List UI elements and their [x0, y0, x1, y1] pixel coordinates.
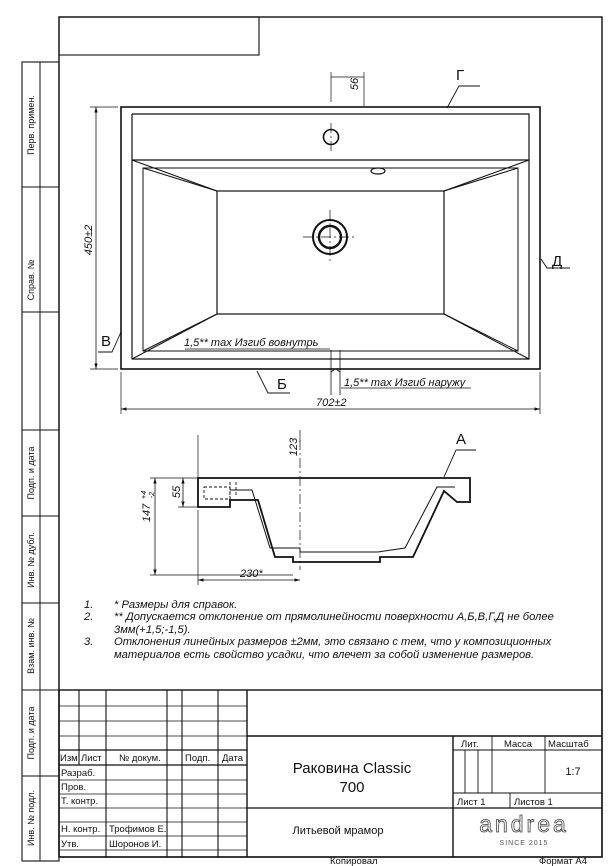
- dim-123: 123: [288, 437, 300, 457]
- side-view: [150, 430, 476, 585]
- tb-head-izm: Изм.: [60, 753, 81, 764]
- tb-name-nkontr: Трофимов Е.: [109, 824, 167, 835]
- note-2-num: 2.: [84, 611, 94, 624]
- sink-profile: [198, 478, 470, 562]
- tb-scale-label: Масштаб: [548, 739, 589, 750]
- margin-labels: [26, 95, 36, 846]
- logo-andrea: andrea: [479, 811, 569, 837]
- tb-material: Литьевой мрамор: [292, 825, 384, 837]
- tb-scale-value: 1:7: [565, 766, 581, 778]
- side-view-labels: [139, 431, 466, 580]
- note-2-text: ** Допускается отклонение от прямолинейности поверхности А,Б,В,Г,Д не более 3мм(+1,5;-1,5).: [114, 611, 554, 636]
- tb-head-date: Дата: [222, 753, 244, 764]
- dim-230: 230*: [240, 568, 263, 580]
- notes-block: [84, 599, 584, 661]
- tb-sheets: Листов 1: [514, 797, 553, 808]
- margin-label-perv-primen: Перв. примен.: [26, 95, 36, 155]
- note-3-text: Отклонения линейных размеров ±2мм, это связано с тем, что у композиционных материалов есть свойство усадки, что влечет за собой изменение размеров.: [114, 636, 552, 661]
- note-1-text: * Размеры для справок.: [114, 599, 238, 611]
- dim-height-tol-top: +4: [139, 490, 148, 500]
- tb-head-doc: № докум.: [119, 753, 161, 764]
- tb-mass: Масса: [504, 739, 533, 750]
- note-3-num: 3.: [84, 636, 94, 649]
- top-view-outer: [121, 107, 540, 369]
- tb-role-utv: Утв.: [61, 839, 80, 850]
- footer-format: Формат А4: [539, 856, 588, 866]
- margin-label-podp-data-2: Подп. и дата: [26, 706, 36, 760]
- margin-label-vzam-inv: Взам. инв. №: [26, 618, 36, 674]
- dim-height-tol-bottom: -2: [147, 491, 156, 499]
- tb-role-razrab: Разраб.: [61, 768, 96, 779]
- note-1-num: 1.: [84, 599, 94, 611]
- note-bend-inward: 1,5** max Изгиб вовнутрь: [184, 337, 319, 349]
- footer-copied: Копировал: [330, 856, 378, 866]
- tb-name-utv: Шоронов И.: [109, 839, 162, 850]
- note-1: [84, 599, 584, 611]
- marker-g: Г: [456, 67, 465, 84]
- margin-label-inv-dubl: Инв. № дубл.: [26, 532, 36, 588]
- marker-d: Д: [552, 253, 563, 270]
- tb-title-line2: 700: [339, 779, 365, 796]
- tb-role-nkontr: Н. контр.: [61, 824, 101, 835]
- marker-b: Б: [277, 376, 287, 393]
- marker-a: А: [456, 431, 467, 448]
- tb-role-tkontr: Т. контр.: [61, 796, 99, 807]
- top-view-labels: [83, 67, 562, 409]
- note-3: [84, 636, 584, 661]
- dim-height-147: 147: [141, 503, 153, 523]
- margin-label-sprav: Справ. №: [26, 259, 36, 301]
- note-bend-outward: 1,5** max Изгиб наружу: [344, 377, 466, 389]
- margin-label-podp-data-1: Подп. и дата: [26, 446, 36, 500]
- note-2: [84, 611, 584, 636]
- dim-55: 55: [171, 485, 183, 499]
- dim-width-702: 702±2: [316, 397, 347, 409]
- tb-head-list: Лист: [81, 753, 102, 764]
- tb-title-line1: Раковина Classic: [292, 760, 412, 777]
- top-view: [90, 72, 570, 414]
- tb-role-prov: Пров.: [61, 782, 87, 793]
- logo-since: SINCE 2015: [499, 840, 549, 847]
- marker-v: В: [101, 333, 112, 350]
- tb-lit: Лит.: [461, 739, 479, 750]
- tb-head-podp: Подп.: [185, 753, 211, 764]
- dim-depth-450: 450±2: [83, 224, 95, 256]
- margin-label-inv-podl: Инв. № подл.: [26, 789, 36, 847]
- tb-sheet: Лист 1: [457, 797, 486, 808]
- dim-overflow-56: 56: [349, 77, 361, 91]
- sheet-frame: [22, 17, 602, 861]
